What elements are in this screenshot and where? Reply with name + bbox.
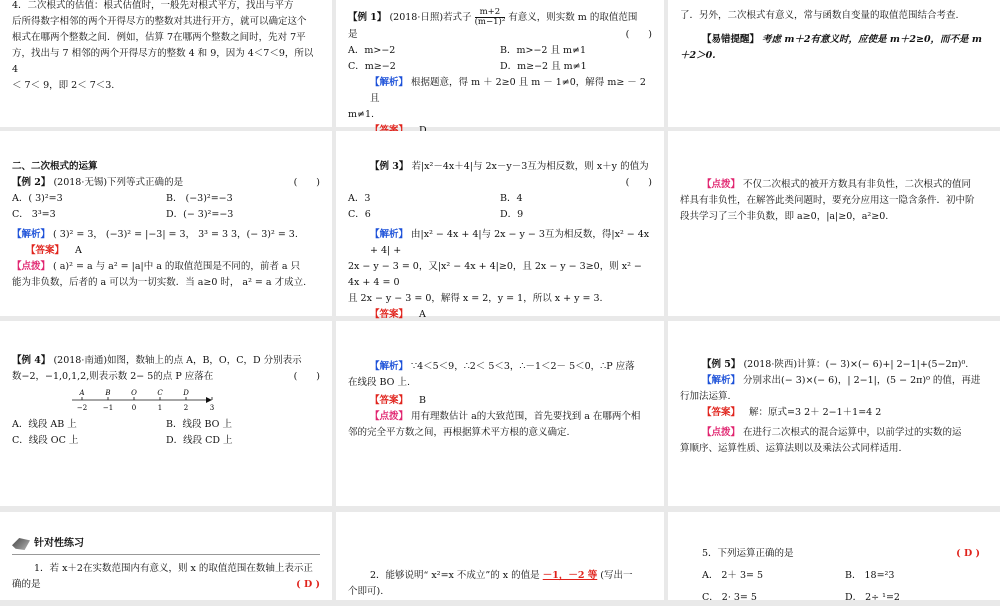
tip-text: 段共学习了三个非负数，即 a≥0，|a|≥0，a²≥0. [680,211,889,222]
fraction-numerator: m+2 [475,8,506,18]
stem-text: 有意义，则实数 m 的取值范围 [508,12,638,23]
slide-practice-2 [336,512,664,600]
axis-letters [78,389,189,397]
option-b: B．4 [500,193,523,204]
pencil-icon [12,538,30,550]
stem-text: 是 [348,29,358,40]
analysis-text: 在线段 BO 上. [348,377,411,388]
analysis-text: 分别求出(− 3)×(− 6)，| 2−1|，(5 − 2π)⁰ 的值，再进 [743,375,981,386]
options-row [348,59,652,75]
option-b: B． (−3)²=−3 [166,193,233,204]
slide-example-5 [668,321,1000,506]
options-row [680,590,988,606]
answer [680,405,988,421]
answer-value: 解：原式=3 2＋ 2−1＋1=4 2 [749,407,882,418]
option-b: B．线段 BO 上 [166,419,232,430]
axis-number: 0 [131,404,137,412]
analysis [680,373,988,389]
question-answer: －1，－2 等 [542,570,598,581]
axis-letter: C [157,389,163,397]
slide-practice-1 [0,512,332,600]
tip-label: 【点拨】 [370,411,409,422]
question-answer: ( D ) [296,579,320,590]
answer-label: 【答案】 [26,245,65,256]
answer-label: 【答案】 [702,407,741,418]
example-3-stem [348,159,652,175]
option-a: A．3 [348,193,371,204]
slide-error-tip [668,0,1000,127]
analysis-label: 【解析】 [370,361,409,372]
question-text: 2．能够说明“ x²=x 不成立”的 x 的值是 [370,570,540,581]
stem-text: (2018·无锡)下列等式正确的是 [53,177,184,188]
axis-number: −2 [76,404,88,412]
example-label: 【例 2】 [12,177,51,188]
tip-text: 邻的完全平方数之间，再根据算术平方根的意义确定. [348,427,570,438]
option-d: D．线段 CD 上 [166,435,233,446]
analysis-label: 【解析】 [12,229,51,240]
tip-text: 不仅二次根式的被开方数具有非负性，二次根式的值同 [743,179,972,190]
answer-label: 【答案】 [370,309,409,320]
options-row [348,207,652,223]
axis-ticks [82,397,212,400]
estimation-paragraph [12,0,320,94]
stem-line-2 [348,27,652,43]
text-line: 方，找出与 7 相邻的两个开得尽方的整数 4 和 9，因为 4＜7＜9，所以 4 [12,48,314,75]
analysis [12,227,320,243]
options-row [680,568,988,584]
answer-value: A [419,309,426,320]
text-line: 4．二次根式的估值：根式估值时，一般先对根式平方，找出与平方 [12,0,294,11]
option-d: D．m≥−2 且 m≠1 [500,61,587,72]
axis-arrow [206,397,212,403]
analysis-label: 【解析】 [702,375,741,386]
example-4-stem [12,353,320,369]
stem-line-2 [12,369,320,385]
question-line-2 [12,577,320,593]
question-text: 个即可). [348,586,384,597]
option-a: A． 2＋ 3= 5 [702,570,764,581]
axis-letter: A [79,389,85,397]
slide-example-1 [336,0,664,127]
analysis [348,75,652,107]
tip [12,259,320,275]
answer-value: A [75,245,82,256]
option-c: C．m≥−2 [348,61,396,72]
tip [680,177,988,193]
example-2-stem [12,175,320,191]
options-row [12,417,320,433]
option-d: D．9 [500,209,524,220]
slide-example-3 [336,131,664,320]
example-1-stem [348,8,652,27]
option-c: C． 2· 3= 5 [702,592,757,603]
example-label: 【例 1】 [348,12,387,23]
axis-letter: D [183,389,189,397]
section-title: 二、二次根式的运算 [12,161,98,172]
stem-text: 数−2，−1,0,1,2,则表示数 2− 5的点 P 应落在 [12,371,214,382]
tip-text: 在进行二次根式的混合运算中，以前学过的实数的运 [743,427,962,438]
tip-text: 用有理数估计 a的大致范围，首先要找到 a 在哪两个相 [411,411,641,422]
tip-label: 【点拨】 [702,179,741,190]
text-line: 了．另外，二次根式有意义，常与函数自变量的取值范围结合考查. [680,10,959,21]
error-tip-text: ＋2＞0. [680,50,716,61]
slide-example-4 [0,321,332,506]
example-5-stem [680,357,988,373]
analysis-text: m≠1. [348,109,375,120]
options-row [12,207,320,223]
answer [12,243,320,259]
text-line: ＜ 7＜ 9，即 2＜ 7＜3. [12,80,115,91]
example-label: 【例 4】 [12,355,51,366]
answer-value: B [419,395,427,406]
stem-text: (2018·陕西)计算：(− 3)×(− 6)+| 2−1|+(5−2π)⁰. [743,359,969,370]
option-b: B．m>−2 且 m≠1 [500,45,587,56]
fraction-denominator: (m−1)² [474,17,506,27]
question-2 [348,568,652,584]
option-a: A．m>−2 [348,45,396,56]
error-tip-label: 【易错提醒】 [702,34,760,45]
axis-letter: O [131,389,137,397]
options-row [348,43,652,59]
example-label: 【例 3】 [370,161,409,172]
practice-title: 针对性练习 [34,538,84,549]
tip-text: 能为非负数，后者的 a 可以为一切实数．当 a≥0 时， a² = a 才成立. [12,277,307,288]
tip-text: ( a)² = a 与 a² = |a|中 a 的取值范围是不同的，前者 a 只 [53,261,301,272]
slide-tip-nonnegative [668,131,1000,316]
answer-bracket: ( ) [293,371,320,382]
analysis [348,227,652,259]
analysis-text: 由|x² − 4x + 4|与 2x − y − 3互为相反数，得|x² − 4x + 4| + [370,229,650,256]
question-text: 5．下列运算正确的是 [702,548,794,559]
answer-bracket: ( ) [625,177,652,188]
options-row [348,191,652,207]
analysis [348,359,652,375]
slide-example-4-solution [336,321,664,506]
question-text: 确的是 [12,579,41,590]
option-b: B． 18=²3 [845,570,895,581]
tip-text: 算顺序、运算性质、运算法则以及乘法公式同样适用. [680,443,902,454]
option-c: C． 3³=3 [12,209,56,220]
options-row [12,433,320,449]
analysis-label: 【解析】 [370,77,409,88]
option-a: A．线段 AB 上 [12,419,77,430]
stem-text: (2018·日照)若式子 [389,12,472,23]
option-d: D．(− 3)²=−3 [166,209,234,220]
question-text: 1．若 x＋2在实数范围内有意义，则 x 的取值范围在数轴上表示正 [34,563,313,574]
answer-bracket: ( ) [625,29,652,40]
analysis-text: 根据题意，得 m ＋ 2≥0 且 m － 1≠0，解得 m≥ － 2 且 [370,77,646,104]
text-line: 根式在哪两个整数之间．例如，估算 7在哪两个整数之间时，先对 7平 [12,32,306,43]
error-tip-text: 考虑 m＋2有意义时，应使是 m＋2≥0，而不是 m [762,34,982,45]
tip [348,409,652,425]
tip-label: 【点拨】 [12,261,51,272]
axis-number: 1 [157,404,163,412]
error-tip [680,32,988,48]
option-a: A．( 3)²=3 [12,193,63,204]
example-label: 【例 5】 [702,359,741,370]
slide-example-2 [0,131,332,316]
practice-header [12,536,320,555]
axis-numbers [77,404,214,412]
slide-practice-5 [668,512,1000,603]
axis-letter: B [105,389,111,397]
axis-number: 3 [209,404,215,412]
question-5 [680,546,988,562]
axis-number: 2 [183,404,189,412]
answer [348,393,652,409]
analysis-text: 行加法运算. [680,391,731,402]
analysis-text: 2x − y − 3 = 0，又|x² − 4x + 4|≥0，且 2x − y − 3≥0，则 x² − 4x + 4 = 0 [348,261,642,288]
answer-bracket: ( ) [293,177,320,188]
text-line: 后所得数字相邻的两个开得尽方的整数对其进行开方，就可以确定这个 [12,16,307,27]
tip-text: 样具有非负性，在解答此类问题时，要充分应用这一隐含条件．初中阶 [680,195,975,206]
axis-number: −1 [102,404,114,412]
slide-estimation-note [0,0,332,127]
stem-text: 若|x²－4x＋4|与 2x－y－3互为相反数，则 x＋y 的值为 [411,161,649,172]
option-c: C．线段 OC 上 [12,435,79,446]
analysis-label: 【解析】 [370,229,409,240]
stem-text: (2018·南通)如图，数轴上的点 A，B，O，C，D 分别表示 [53,355,302,366]
number-line-diagram [12,387,215,413]
option-d: D． 2÷ ¹=2 [845,592,900,603]
fraction [475,8,506,27]
options-row [12,191,320,207]
question-text: (写出一 [600,570,633,581]
answer-label: 【答案】 [370,395,409,406]
tip [680,425,988,441]
analysis-text: ( 3)² = 3， (−3)² = |−3| = 3， 3³ = 3 3，(− 3)² = 3. [53,229,298,240]
question-answer: ( D ) [956,548,980,559]
analysis-text: 且 2x − y − 3 = 0，解得 x = 2，y = 1，所以 x + y = 3. [348,293,603,304]
analysis-text: ∵4＜5＜9，∴2＜ 5＜3，∴－1＜2－ 5＜0，∴P 应落 [411,361,635,372]
option-c: C．6 [348,209,371,220]
tip-label: 【点拨】 [702,427,741,438]
